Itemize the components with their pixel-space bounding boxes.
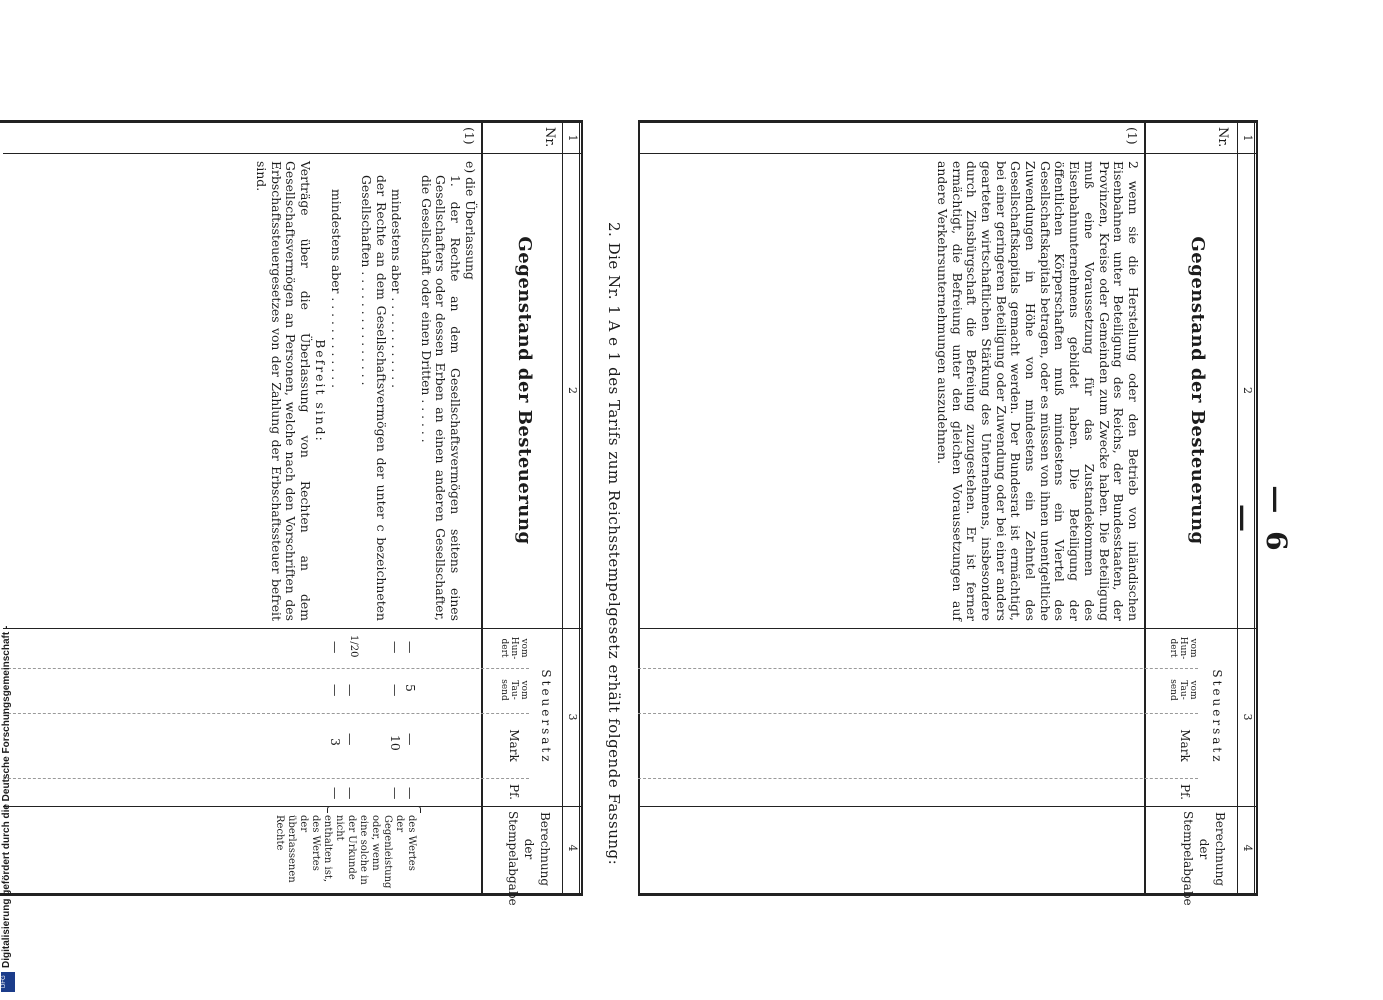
column-number: 2 bbox=[1241, 387, 1254, 394]
brace bbox=[327, 806, 421, 813]
column-number: 1 bbox=[566, 134, 579, 142]
column-number: 4 bbox=[1241, 844, 1254, 852]
value-mark-row1: 10 bbox=[388, 735, 403, 751]
header-pf: Pf. bbox=[507, 784, 521, 800]
dash: — bbox=[388, 787, 403, 800]
dash: — bbox=[403, 641, 418, 654]
header-gegenstand: Gegenstand der Besteuerung bbox=[1187, 236, 1208, 545]
dash: — bbox=[403, 787, 418, 800]
dash: — bbox=[403, 733, 418, 746]
header-vom-hundert: vom Hun- dert bbox=[1168, 636, 1198, 660]
header-vom-tausend: vom Tau- send bbox=[1168, 679, 1198, 701]
dash: — bbox=[328, 787, 343, 800]
column-number: 3 bbox=[1241, 713, 1254, 721]
column-number: 1 bbox=[1241, 134, 1254, 142]
berechnung-note: des Wertes der Gegenleistung oder, wenn eine solche in der Urkunde nicht enthalten ist, des Wertes der überlassenen Rechte bbox=[274, 815, 417, 889]
row-ueberlassung: e) die Überlassung bbox=[463, 161, 478, 280]
column-number: 4 bbox=[566, 844, 579, 852]
dash: — bbox=[328, 684, 343, 697]
header-steuersatz: Steuersatz bbox=[539, 669, 553, 765]
header-berechnung: Berechnung der Stempelabgabe bbox=[506, 811, 552, 906]
dfg-logo: DFG bbox=[1, 972, 15, 992]
nr-value: (1) bbox=[1125, 127, 1140, 145]
tariff-table-bottom bbox=[0, 120, 583, 906]
header-gegenstand: Gegenstand der Besteuerung bbox=[514, 236, 535, 545]
header-pf: Pf. bbox=[1178, 784, 1192, 800]
exemption-paragraph: 2 wenn sie die Herstellung oder den Betrieb von inländischen Eisenbahnen unter Beteiligung des Reichs, der Bundesstaaten, der Provinzen, Kreise oder Gemeinden zum Zwecke haben. Die Beteiligung muß eine Voraussetzung für das Zustandekommen des Eisenbahnunternehmens gebildet haben. Die Beteiligung der öffentlichen Körperschaften muß mindestens ein Viertel des Gesellschaftskapitals betragen, oder es müssen von ihnen unentgeltliche Zuwendungen in Höhe von mindestens ein Zehntel des Gesellschaftskapitals gemacht werden. Der Bundesrat ist ermächtigt, bei einer geringeren Beteiligung oder Zuwendung oder bei einer anders gearteten wirtschaftlichen Stärkung des Unternehmens, insbesondere durch Zinsbürgschaft die Befreiung zuzugestehen. Er ist ferner ermächtigt, die Befreiung unter den gleichen Voraussetzungen auf andere Verkehrsunternehmungen auszudehnen. bbox=[934, 161, 1141, 621]
dash: — bbox=[388, 684, 403, 697]
header-vom-hundert: vom Hun- dert bbox=[499, 636, 529, 660]
dash: — bbox=[343, 787, 358, 800]
dash: — bbox=[343, 733, 358, 746]
header-nr: Nr. bbox=[542, 127, 557, 148]
row-rechte-gesellschafter: 1. der Rechte an dem Gesellschaftsvermögen seitens eines Gesellschafters oder dessen Erben an einen anderen Gesellschafter, die Gesellschaft oder einen Dritten . . . . . . bbox=[418, 175, 463, 621]
column-number: 2 bbox=[566, 387, 579, 394]
value-hundert-row3: 1/20 bbox=[348, 635, 359, 658]
row-befreit: Befreit sind: bbox=[313, 339, 328, 443]
row-befreit-text: Verträge über die Überlassung von Rechten an dem Gesellschaftsvermögen an Personen, welche nach den Vorschriften des Erbschaftssteuergesetzes von der Zahlung der Erbschaftssteuer befreit sind. bbox=[253, 161, 313, 621]
value-tausend-row1: 5 bbox=[403, 684, 418, 692]
header-steuersatz: Steuersatz bbox=[1210, 669, 1224, 765]
header-berechnung: Berechnung der Stempelabgabe bbox=[1181, 811, 1227, 906]
dash: — bbox=[388, 641, 403, 654]
header-mark: Mark bbox=[507, 729, 521, 762]
header-nr: Nr. bbox=[1215, 127, 1230, 148]
row-mindestens-2: mindestens aber . . . . . . . . . . . . bbox=[329, 189, 344, 389]
dash: — bbox=[343, 684, 358, 697]
page-number: — 6 — bbox=[1227, 485, 1293, 555]
header-mark: Mark bbox=[1178, 729, 1192, 762]
row-mindestens-1: mindestens aber . . . . . . . . . . . . bbox=[389, 189, 404, 389]
column-number: 3 bbox=[566, 713, 579, 721]
nr-value: (1) bbox=[462, 127, 477, 145]
header-vom-tausend: vom Tau- send bbox=[499, 679, 529, 701]
footer-strip bbox=[0, 600, 16, 1000]
tariff-table-top bbox=[638, 120, 1258, 906]
dash: — bbox=[328, 641, 343, 654]
value-mark-row3: 3 bbox=[328, 738, 343, 746]
footer-text: Digitalisierung gefördert durch die Deutsche Forschungsgemeinschaft - bbox=[1, 625, 12, 968]
amendment-heading: 2. Die Nr. 1 A e 1 des Tarifs zum Reichsstempelgesetz erhält folgende Fassung: bbox=[605, 222, 623, 866]
row-rechte-gesellschaften-c: der Rechte an dem Gesellschaftsvermögen der unter c bezeichneten Gesellschaften . . . . . . . . . . . . . . . bbox=[359, 175, 389, 621]
